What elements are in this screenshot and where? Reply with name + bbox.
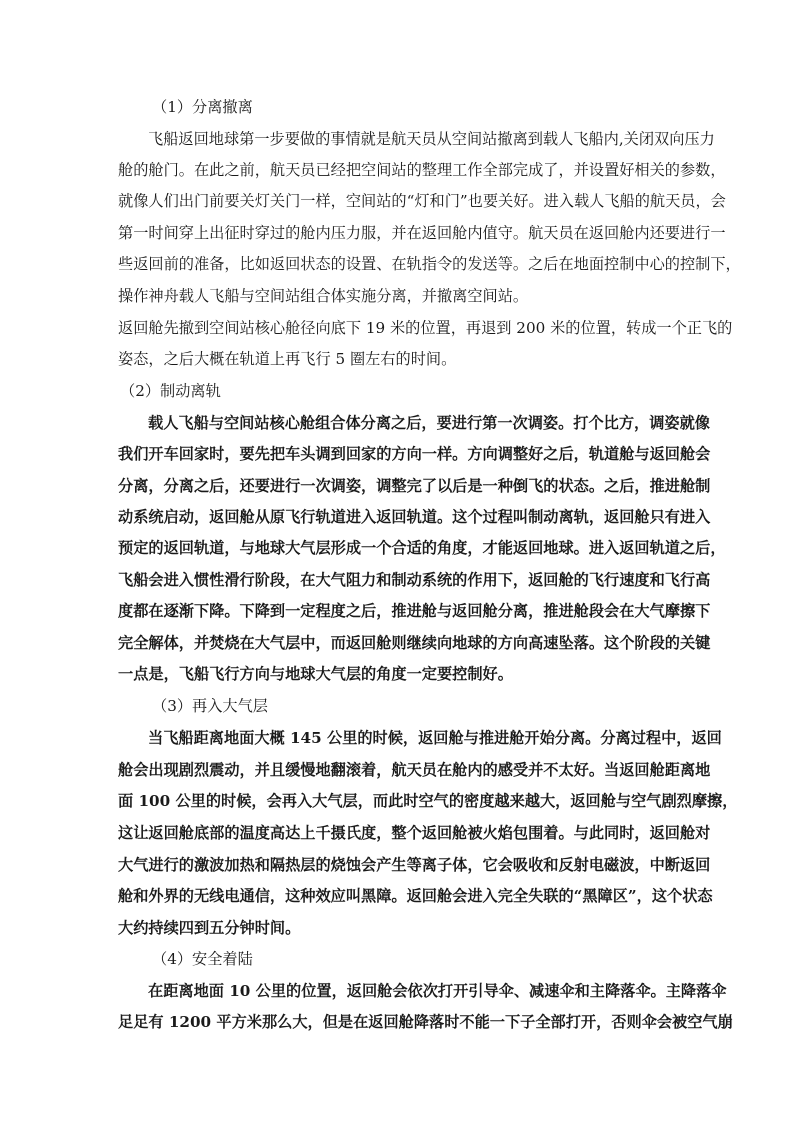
paragraph-line: 第一时间穿上出征时穿过的舱内压力服，并在返回舱内值守。航天员在返回舱内还要进行一 — [118, 224, 726, 242]
paragraph-line: 足足有 1200 平方米那么大，但是在返回舱降落时不能一下子全部打开，否则伞会被空气崩 — [118, 1013, 733, 1031]
paragraph-line: 度都在逐渐下降。下降到一定程度之后，推进舱与返回舱分离，推进舱段会在大气摩擦下 — [118, 602, 711, 620]
paragraph-line: 飞船会进入惯性滑行阶段，在大气阻力和制动系统的作用下，返回舱的飞行速度和飞行高 — [118, 571, 711, 589]
paragraph-line: 当飞船距离地面大概 145 公里的时候，返回舱与推进舱开始分离。分离过程中，返回 — [148, 729, 722, 747]
paragraph-line: 大约持续四到五分钟时间。 — [118, 919, 301, 937]
paragraph-line: 一点是，飞船飞行方向与地球大气层的角度一定要控制好。 — [118, 665, 513, 683]
paragraph-line: 完全解体，并焚烧在大气层中，而返回舱则继续向地球的方向高速坠落。这个阶段的关键 — [118, 634, 711, 652]
paragraph-line: 些返回前的准备，比如返回状态的设置、在轨指令的发送等。之后在地面控制中心的控制下， — [118, 255, 741, 273]
paragraph-line: 飞船返回地球第一步要做的事情就是航天员从空间站撤离到载人飞船内,关闭双向压力 — [148, 130, 715, 148]
paragraph-line: 在距离地面 10 公里的位置，返回舱会依次打开引导伞、减速伞和主降落伞。主降落伞 — [148, 982, 727, 1000]
paragraph-line: 就像人们出门前要关灯关门一样，空间站的“灯和门”也要关好。进入载人飞船的航天员，会 — [118, 192, 726, 210]
section-heading-4: （4）安全着陆 — [152, 950, 253, 968]
section-heading-2: （2）制动离轨 — [120, 382, 221, 400]
paragraph-line: 面 100 公里的时候，会再入大气层，而此时空气的密度越来越大，返回舱与空气剧烈摩擦， — [118, 792, 738, 810]
paragraph-line: 分离，分离之后，还要进行一次调姿，调整完了以后是一种倒飞的状态。之后，推进舱制 — [118, 477, 711, 495]
paragraph-line: 大气进行的激波加热和隔热层的烧蚀会产生等离子体，它会吸收和反射电磁波，中断返回 — [118, 856, 711, 874]
paragraph-line: 操作神舟载人飞船与空间站组合体实施分离，并撤离空间站。 — [118, 287, 529, 305]
paragraph-line: 姿态，之后大概在轨道上再飞行 5 圈左右的时间。 — [118, 350, 457, 368]
paragraph-line: 我们开车回家时，要先把车头调到回家的方向一样。方向调整好之后，轨道舱与返回舱会 — [118, 445, 711, 463]
paragraph-line: 预定的返回轨道，与地球大气层形成一个合适的角度，才能返回地球。进入返回轨道之后， — [118, 539, 726, 557]
paragraph-line: 载人飞船与空间站核心舱组合体分离之后，要进行第一次调姿。打个比方，调姿就像 — [148, 414, 710, 432]
section-heading-3: （3）再入大气层 — [152, 697, 268, 715]
paragraph-line: 这让返回舱底部的温度高达上千摄氏度，整个返回舱被火焰包围着。与此同时，返回舱对 — [118, 824, 711, 842]
paragraph-line: 舱和外界的无线电通信，这种效应叫黑障。返回舱会进入完全失联的“黑障区”，这个状态 — [118, 887, 713, 905]
paragraph-line: 返回舱先撤到空间站核心舱径向底下 19 米的位置，再退到 200 米的位置，转成一个正飞的 — [118, 319, 733, 337]
paragraph-line: 动系统启动，返回舱从原飞行轨道进入返回轨道。这个过程叫制动离轨，返回舱只有进入 — [118, 508, 711, 526]
section-heading-1: （1）分离撤离 — [152, 98, 253, 116]
paragraph-line: 舱会出现剧烈震动，并且缓慢地翻滚着，航天员在舱内的感受并不太好。当返回舱距离地 — [118, 761, 711, 779]
paragraph-line: 舱的舱门。在此之前，航天员已经把空间站的整理工作全部完成了，并设置好相关的参数， — [118, 161, 726, 179]
